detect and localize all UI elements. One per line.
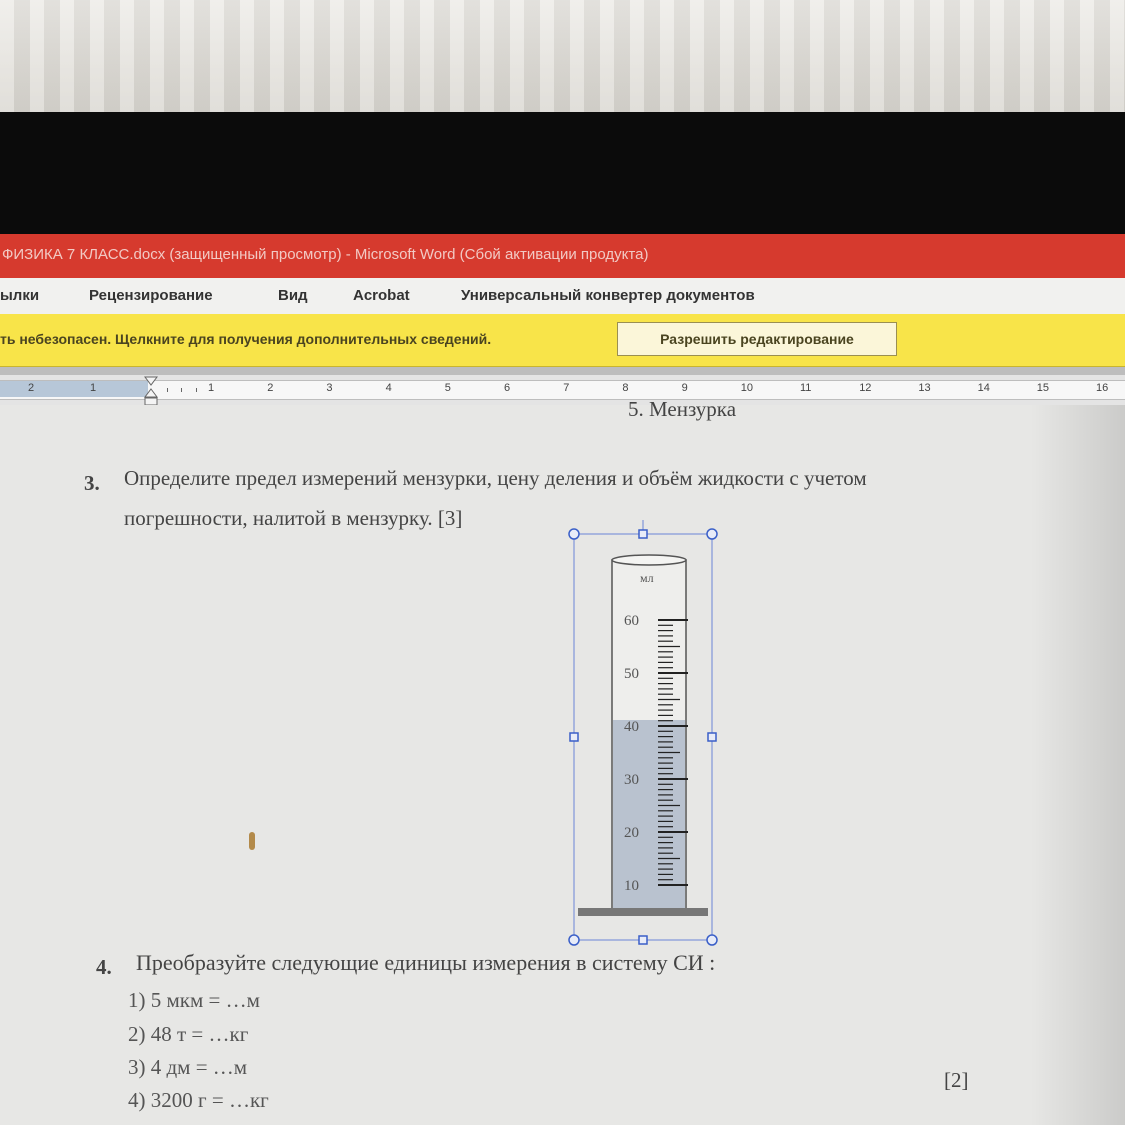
unit-label: мл — [640, 571, 654, 585]
question-3-text-line2: погрешности, налитой в мензурку. [3] — [124, 506, 463, 530]
scale-label: 60 — [624, 613, 639, 629]
question-3-text-line1: Определите предел измерений мензурки, цену деления и объём жидкости с учетом — [124, 466, 867, 490]
resize-handle — [569, 935, 579, 945]
ruler-number: 1 — [90, 382, 97, 394]
tab-acrobat[interactable]: Acrobat — [353, 287, 410, 304]
question-4-score: [2] — [944, 1068, 969, 1092]
indent-marker-icon[interactable] — [144, 375, 158, 407]
resize-handle — [570, 733, 578, 741]
cylinder-rim — [612, 555, 686, 565]
ruler-number: 11 — [800, 382, 812, 394]
protected-view-message[interactable]: ть небезопасен. Щелкните для получения дополнительных сведений. — [0, 331, 492, 347]
ruler-number: 15 — [1036, 382, 1050, 394]
resize-handle — [708, 733, 716, 741]
ruler-number: 13 — [918, 382, 931, 394]
monitor-bezel — [0, 112, 1125, 236]
tab-view[interactable]: Вид — [278, 287, 308, 304]
ruler-number: 2 — [267, 382, 274, 394]
resize-handle — [707, 529, 717, 539]
ruler-number: 4 — [385, 382, 392, 394]
question-4-number: 4. — [96, 955, 112, 979]
ruler-number: 16 — [1096, 382, 1109, 394]
ruler-number: 9 — [681, 382, 688, 394]
q4-item: 3) 4 дм = …м — [128, 1055, 248, 1079]
ruler-number: 14 — [977, 382, 990, 394]
scale-label: 30 — [624, 772, 639, 788]
ruler-margin — [0, 381, 148, 397]
background-curtain — [0, 0, 1125, 118]
tab-universal-converter[interactable]: Универсальный конвертер документов — [461, 287, 755, 304]
resize-handle — [639, 936, 647, 944]
tab-review[interactable]: Рецензирование — [89, 287, 213, 304]
scale-label: 10 — [624, 878, 639, 894]
scale-label: 40 — [624, 719, 639, 735]
tab-references[interactable]: ылки — [0, 287, 40, 304]
resize-handle — [569, 529, 579, 539]
question-4-text: Преобразуйте следующие единицы измерения в систему СИ : — [136, 950, 716, 975]
ruler-number: 12 — [859, 382, 872, 394]
measuring-cylinder-image[interactable] — [560, 520, 740, 960]
ruler-tick — [181, 388, 182, 392]
cylinder-base — [578, 908, 708, 916]
photo-shadow — [1030, 405, 1125, 1125]
ruler-number: 3 — [326, 382, 333, 394]
q4-item: 2) 48 т = …кг — [128, 1022, 249, 1046]
screen-smudge — [249, 832, 255, 850]
ruler-number: 1 — [208, 382, 215, 394]
ruler-tick — [196, 388, 197, 392]
q4-item: 1) 5 мкм = …м — [128, 988, 260, 1012]
ruler-number: 7 — [563, 382, 570, 394]
q4-item: 4) 3200 г = …кг — [128, 1088, 269, 1112]
ruler-number: 5 — [444, 382, 451, 394]
ruler-number: 2 — [28, 382, 35, 394]
scale-label: 50 — [624, 666, 639, 682]
ruler-number: 10 — [740, 382, 754, 394]
enable-editing-button[interactable]: Разрешить редактирование — [617, 322, 897, 356]
ruler-number: 8 — [622, 382, 629, 394]
previous-list-item: 5. Мензурка — [628, 397, 737, 421]
ruler-number: 6 — [504, 382, 511, 394]
ruler-tick — [167, 388, 168, 392]
scale-label: 20 — [624, 825, 639, 841]
resize-handle — [707, 935, 717, 945]
window-title: ФИЗИКА 7 КЛАСС.docx (защищенный просмотр) - Microsoft Word (Сбой активации продукта) — [2, 246, 649, 263]
resize-handle — [639, 530, 647, 538]
question-3-number: 3. — [84, 471, 100, 495]
